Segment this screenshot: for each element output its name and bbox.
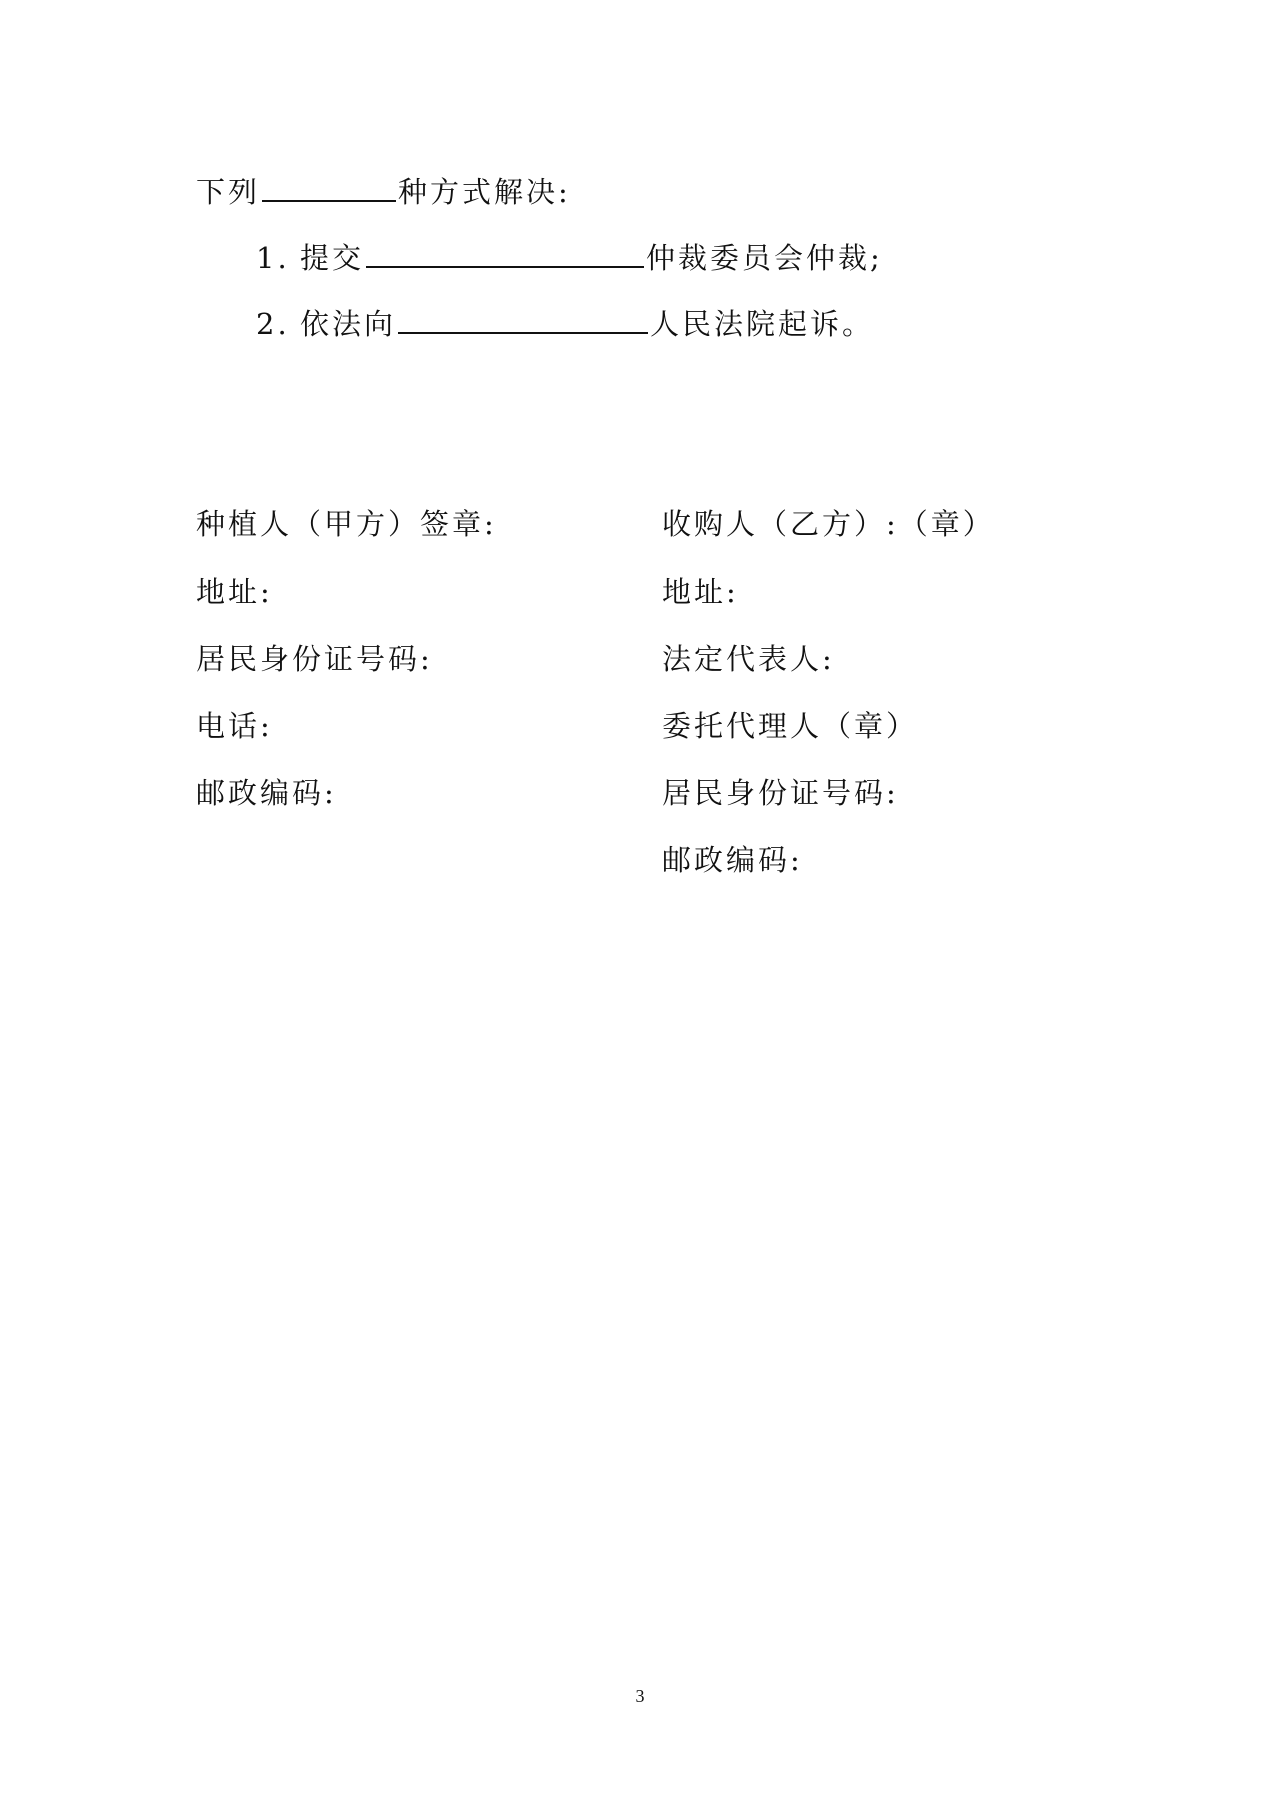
page-number: 3 bbox=[635, 1686, 645, 1706]
dispute-option-court bbox=[256, 304, 874, 342]
party-a-phone: 电话: bbox=[196, 709, 273, 743]
party-b-address: 地址: bbox=[662, 575, 739, 609]
option-suffix: 人民法院起诉。 bbox=[650, 307, 875, 341]
dispute-count-blank bbox=[262, 172, 396, 202]
party-a-postal-code: 邮政编码: bbox=[196, 776, 337, 810]
dispute-intro-suffix: 种方式解决: bbox=[398, 175, 571, 209]
dispute-option-arbitration bbox=[256, 238, 883, 276]
option-prefix: 依法向 bbox=[300, 307, 397, 341]
option-number: 1. bbox=[256, 241, 290, 275]
dispute-intro-prefix: 下列 bbox=[196, 175, 261, 209]
dispute-intro bbox=[196, 172, 571, 210]
party-a-id-number: 居民身份证号码: bbox=[196, 642, 433, 676]
party-a-address: 地址: bbox=[196, 575, 273, 609]
court-name-blank bbox=[398, 304, 648, 334]
party-b-id-number: 居民身份证号码: bbox=[662, 776, 899, 810]
party-b-legal-representative: 法定代表人: bbox=[662, 642, 835, 676]
party-b-signature: 收购人（乙方）:（章） bbox=[662, 507, 995, 541]
option-prefix: 提交 bbox=[300, 241, 365, 275]
option-number: 2. bbox=[256, 307, 290, 341]
party-a-signature: 种植人（甲方）签章: bbox=[196, 507, 497, 541]
arbitration-committee-blank bbox=[366, 238, 644, 268]
party-b-authorized-agent: 委托代理人（章） bbox=[662, 709, 919, 743]
party-b-postal-code: 邮政编码: bbox=[662, 843, 803, 877]
option-suffix: 仲裁委员会仲裁; bbox=[646, 241, 883, 275]
